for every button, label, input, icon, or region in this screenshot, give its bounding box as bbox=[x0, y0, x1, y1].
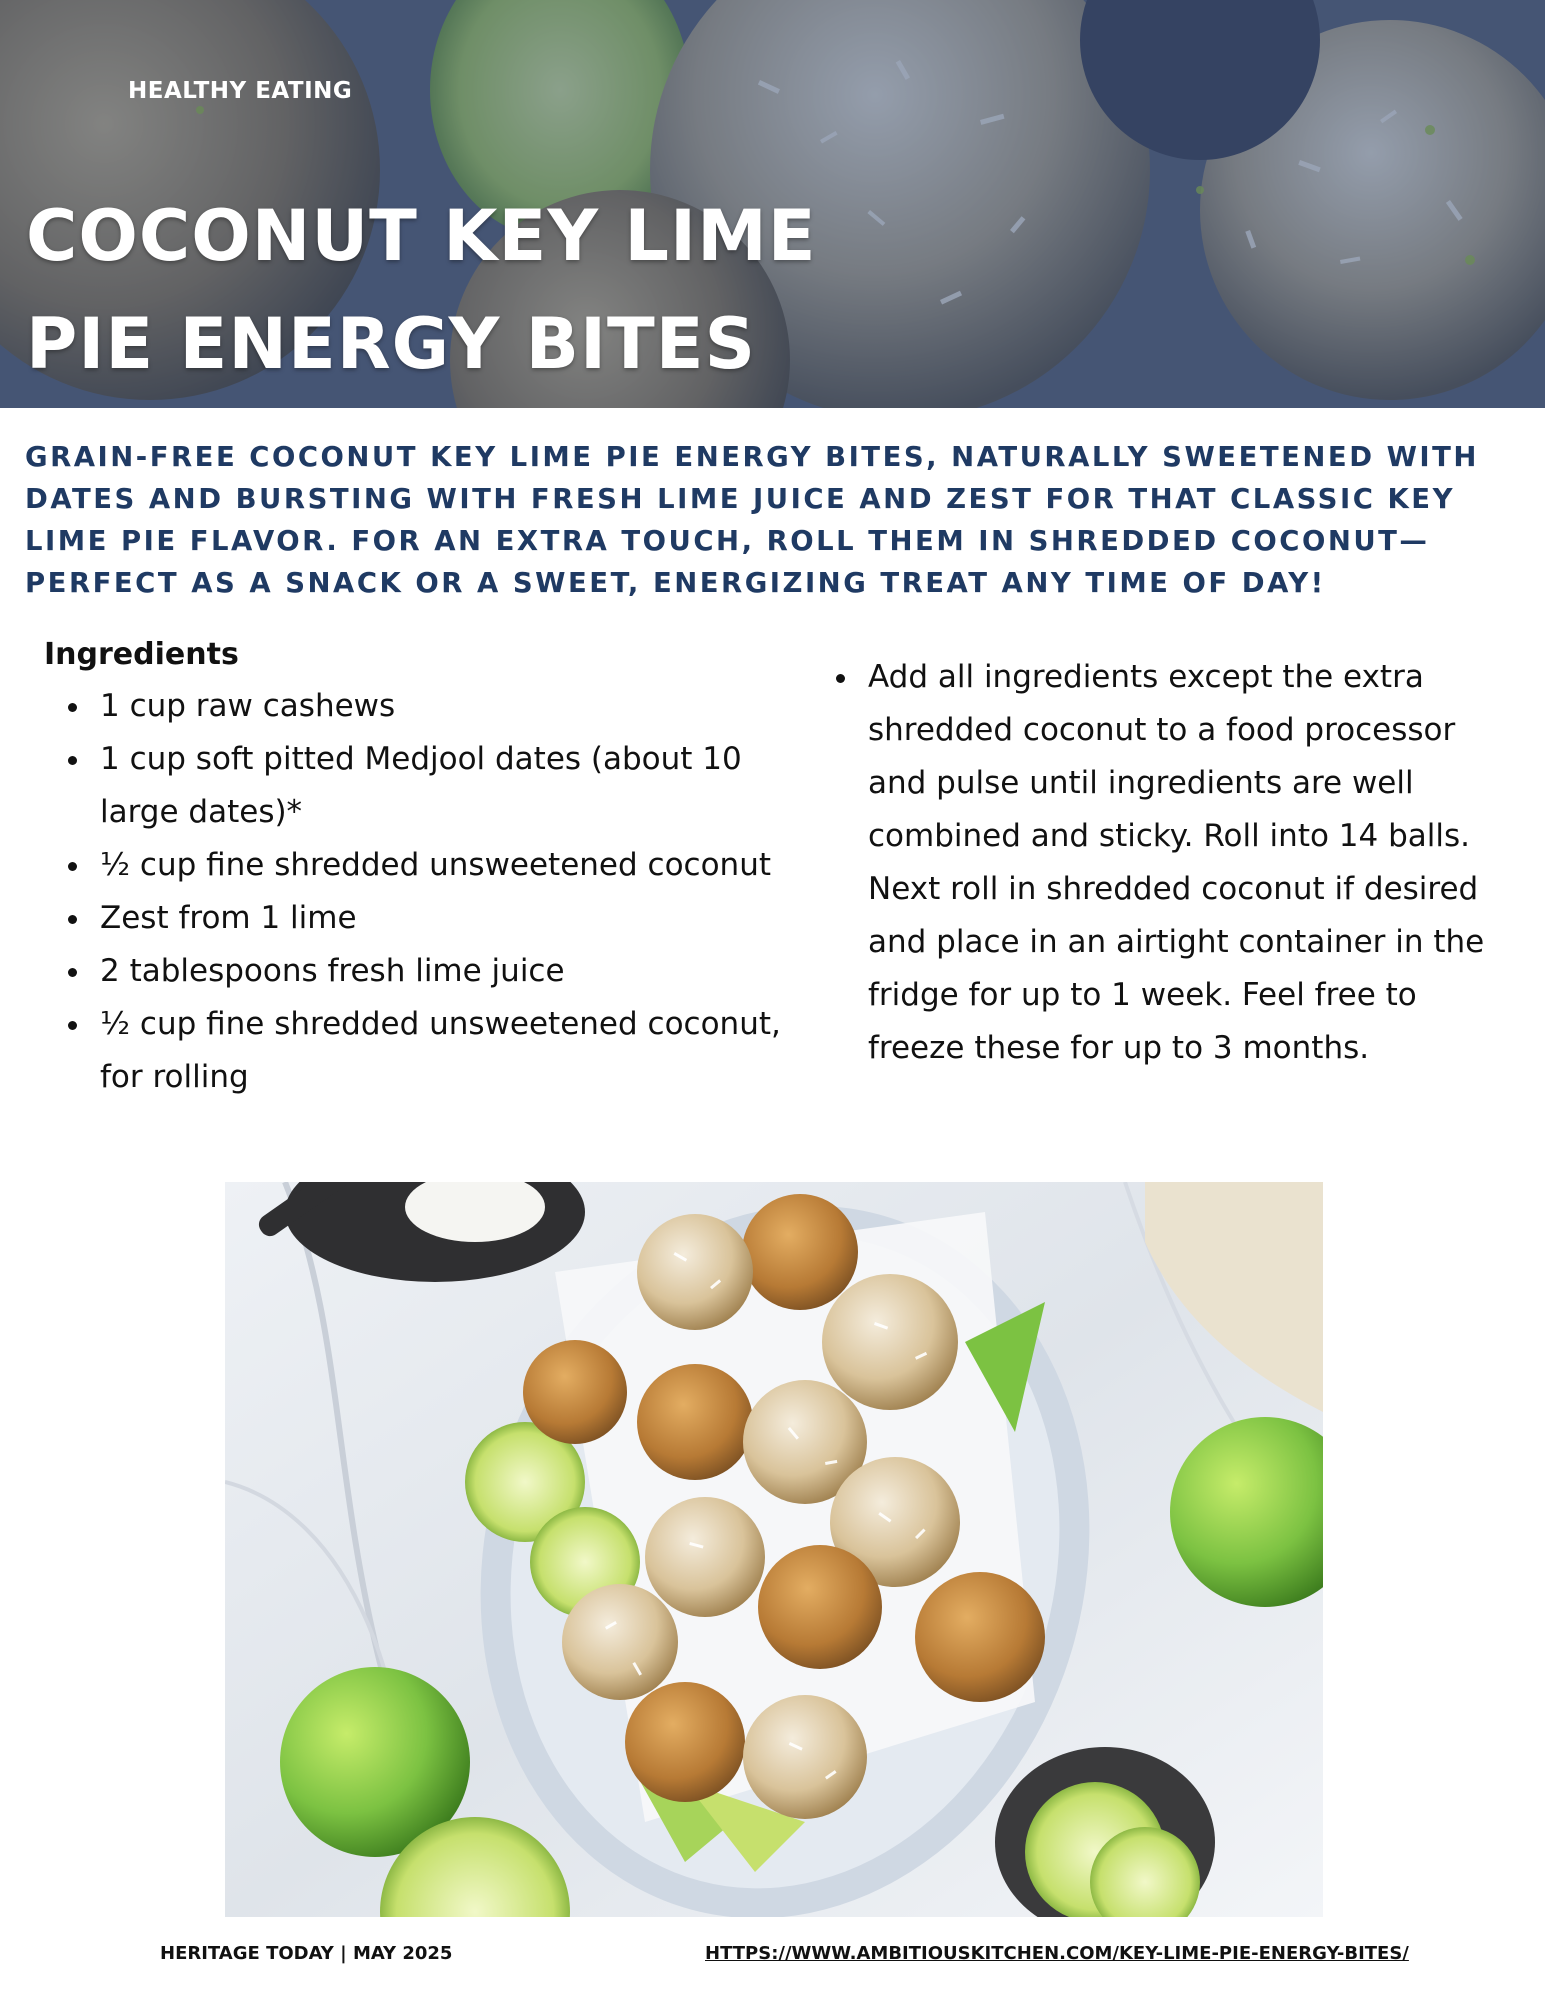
bullet-icon bbox=[68, 703, 77, 712]
directions-section bbox=[812, 651, 1492, 1075]
ingredient-item bbox=[44, 998, 784, 1104]
ingredient-item bbox=[44, 839, 784, 892]
ingredient-item bbox=[44, 680, 784, 733]
page-title-line-2: PIE ENERGY BITES bbox=[26, 303, 757, 385]
recipe-photo bbox=[225, 1182, 1323, 1917]
bullet-icon bbox=[68, 1021, 77, 1030]
directions-list bbox=[812, 651, 1492, 1075]
ingredients-heading: Ingredients bbox=[44, 637, 239, 672]
recipe-intro: GRAIN-FREE COCONUT KEY LIME PIE ENERGY BITES, NATURALLY SWEETENED WITH DATES AND BURSTING WITH FRESH LIME JUICE AND ZEST FOR THAT CLASSIC KEY LIME PIE FLAVOR. FOR AN EXTRA TOUCH, ROLL THEM IN SHREDDED COCONUT—PERFECT AS A SNACK OR A SWEET, ENERGIZING TREAT ANY TIME OF DAY! bbox=[25, 441, 1479, 599]
ingredient-item bbox=[44, 945, 784, 998]
bullet-icon bbox=[68, 756, 77, 765]
ingredient-text: 1 cup soft pitted Medjool dates (about 10 large dates)* bbox=[100, 741, 742, 830]
footer-publication: HERITAGE TODAY | MAY 2025 bbox=[160, 1943, 453, 1964]
page-title-line-1: COCONUT KEY LIME bbox=[26, 195, 817, 277]
ingredients-list bbox=[44, 680, 784, 1104]
ingredient-item bbox=[44, 892, 784, 945]
ingredient-item bbox=[44, 733, 784, 839]
section-kicker: HEALTHY EATING bbox=[128, 78, 353, 104]
bullet-icon bbox=[836, 674, 845, 683]
ingredient-text: Zest from 1 lime bbox=[100, 900, 357, 936]
ingredient-text: 2 tablespoons fresh lime juice bbox=[100, 953, 565, 989]
ingredients-section bbox=[44, 630, 784, 1104]
bullet-icon bbox=[68, 968, 77, 977]
bullet-icon bbox=[68, 862, 77, 871]
ingredient-text: ½ cup fine shredded unsweetened coconut bbox=[100, 847, 772, 883]
ingredient-text: 1 cup raw cashews bbox=[100, 688, 396, 724]
source-link[interactable]: HTTPS://WWW.AMBITIOUSKITCHEN.COM/KEY-LIME-PIE-ENERGY-BITES/ bbox=[705, 1943, 1409, 1964]
bullet-icon bbox=[68, 915, 77, 924]
hero-banner bbox=[0, 0, 1545, 408]
direction-text: Add all ingredients except the extra shredded coconut to a food processor and pulse until ingredients are well combined and sticky. Roll into 14 balls. Next roll in shredded coconut if desired and place in an airtight container in the fridge for up to 1 week. Feel free to freeze these for up to 3 months. bbox=[868, 659, 1485, 1066]
page-title bbox=[26, 182, 817, 398]
ingredient-text: ½ cup fine shredded unsweetened coconut, for rolling bbox=[100, 1006, 781, 1095]
direction-step bbox=[812, 651, 1492, 1075]
recipe-photo-image bbox=[225, 1182, 1323, 1917]
